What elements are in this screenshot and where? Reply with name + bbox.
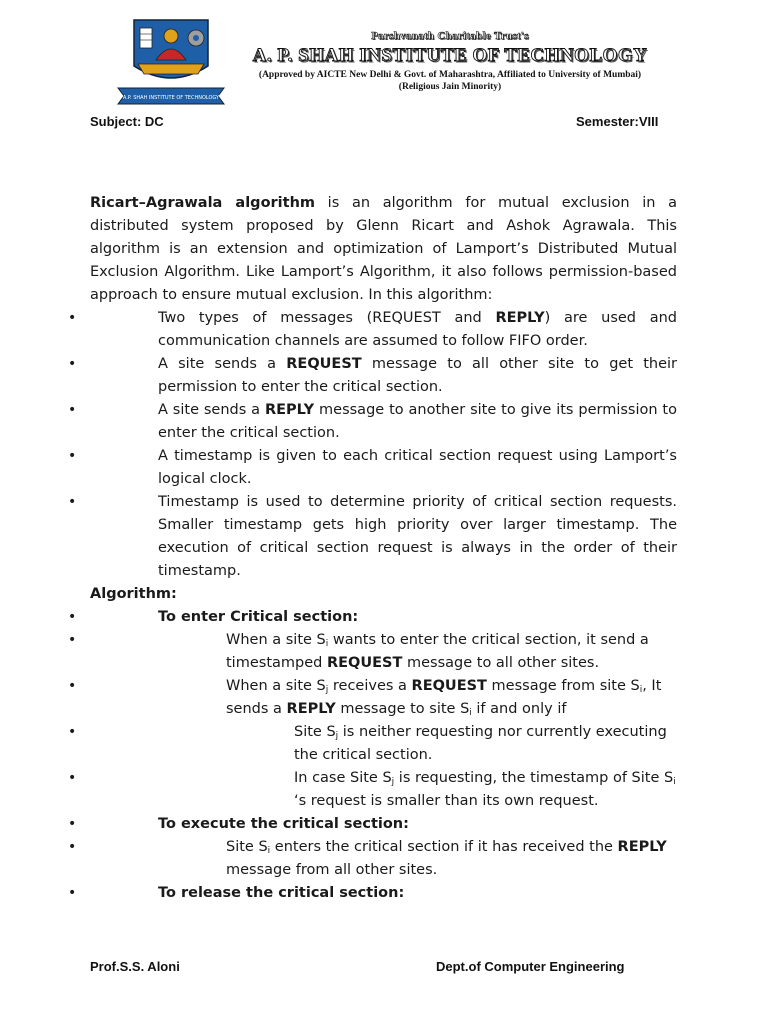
release-section-heading: • To release the critical section:: [90, 882, 677, 905]
intro-term: Ricart–Agrawala algorithm: [90, 195, 316, 211]
institute-logo-icon: [112, 14, 230, 108]
list-item: • In case Site $S_j$ is requesting, the timestamp of Site $S_i$ ‘s request is smaller than its own request.: [90, 767, 677, 813]
list-item: • When a site $S_i$ wants to enter the critical section, it send a timestamped REQUEST message to all other sites.: [90, 629, 677, 675]
footer-professor: Prof.S.S. Aloni: [90, 959, 180, 974]
list-item: • A timestamp is given to each critical section request using Lamport’s logical clock.: [90, 445, 677, 491]
footer-department: Dept.of Computer Engineering: [436, 959, 625, 974]
list-item: • Timestamp is used to determine priority of critical section requests. Smaller timestamp gets high priority over larger timestamp. The execution of critical section request is always in the order of their timestamp.: [90, 491, 677, 583]
list-item: • Two types of messages (REQUEST and REPLY) are used and communication channels are assumed to follow FIFO order.: [90, 307, 677, 353]
institute-name: A. P. SHAH INSTITUTE OF TECHNOLOGY: [252, 45, 648, 66]
letterhead: [0, 0, 768, 110]
subject-label: Subject: DC: [90, 114, 164, 129]
intro-paragraph: [90, 192, 677, 307]
properties-list: [90, 307, 677, 583]
list-item: • Site $S_j$ is neither requesting nor currently executing the critical section.: [90, 721, 677, 767]
intro-text: is an algorithm for mutual exclusion in a distributed system proposed by Glenn Ricart and Ashok Agrawala. This algorithm is an extension and optimization of Lamport’s Distributed Mutual Exclusion Algorithm. Like Lamport’s Algorithm, it also follows permission-based approach to ensure mutual exclusion. In this algorithm:: [90, 195, 677, 303]
list-item: • A site sends a REQUEST message to all other site to get their permission to enter the critical section.: [90, 353, 677, 399]
approval-line: (Approved by AICTE New Delhi & Govt. of Maharashtra, Affiliated to University of Mumbai): [258, 70, 642, 80]
logo-ribbon-text: A.P. SHAH INSTITUTE OF TECHNOLOGY: [122, 95, 220, 101]
algorithm-list: [90, 606, 677, 905]
list-item: • Site $S_i$ enters the critical section if it has received the REPLY message from all other sites.: [90, 836, 677, 882]
enter-section-heading: • To enter Critical section:: [90, 606, 677, 629]
semester-label: Semester:VIII: [576, 114, 659, 129]
list-item: • When a site $S_j$ receives a REQUEST message from site $S_i$, It sends a REPLY message to site $S_i$ if and only if: [90, 675, 677, 721]
document-body: [90, 192, 677, 905]
list-item: • A site sends a REPLY message to another site to give its permission to enter the critical section.: [90, 399, 677, 445]
trust-name: Parshvanath Charitable Trust's: [371, 30, 529, 42]
minority-line: (Religious Jain Minority): [398, 82, 502, 92]
execute-section-heading: • To execute the critical section:: [90, 813, 677, 836]
algorithm-heading: Algorithm:: [90, 586, 177, 602]
